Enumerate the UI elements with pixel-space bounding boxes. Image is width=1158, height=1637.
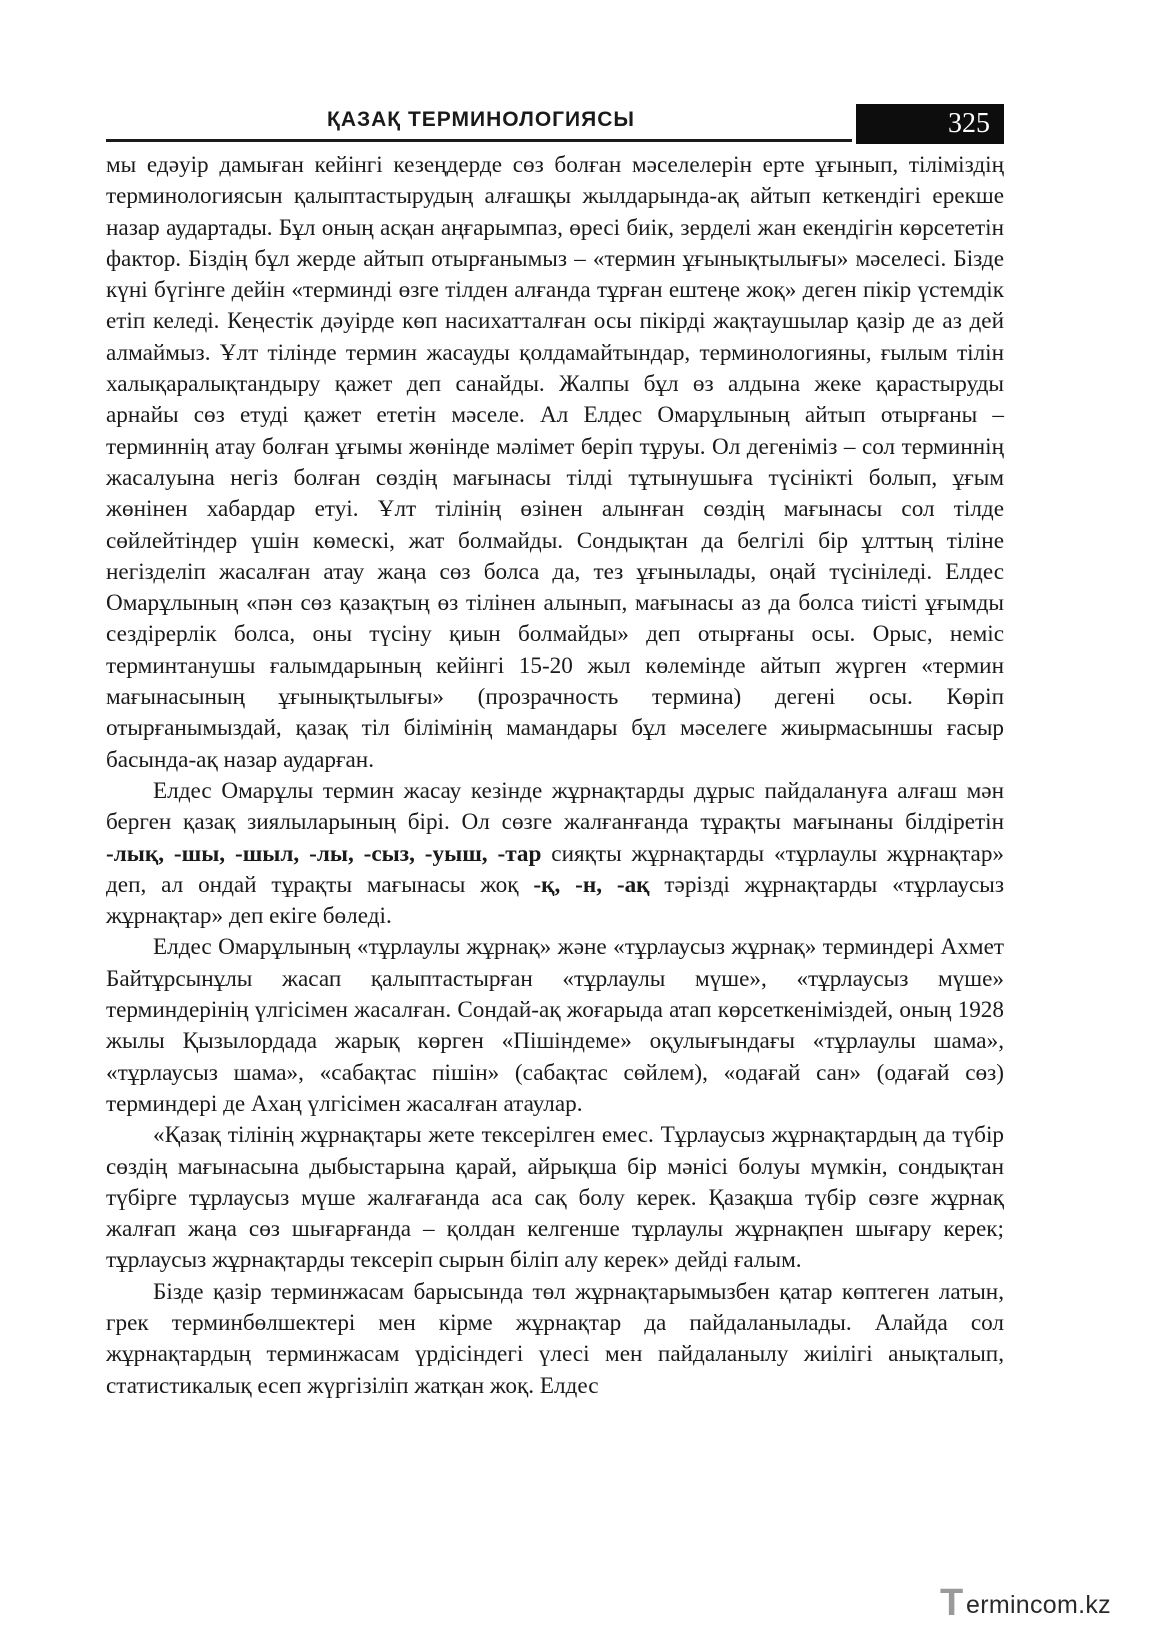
suffix-list-bold-2: -қ, -н, -ақ — [533, 871, 650, 898]
watermark-first-letter: T — [940, 1582, 964, 1624]
paragraph-2 — [106, 776, 1004, 932]
header-rule — [106, 139, 852, 142]
paragraph-5: Бізде қазір терминжасам барысында төл жұрнақтарымызбен қатар көптеген латын, грек терминбөлшектері мен кірме жұрнақтар да пайдаланылады. Алайда сол жұрнақтардың терминжасам үрдісіндегі үлесі мен пайдаланылу жиілігі анықталып, статистикалық есеп жүргізіліп жатқан жоқ. Елдес — [106, 1278, 1004, 1399]
paragraph-2-text-after: тәрізді жұрнақтарды «тұрлаусыз жұрнақтар» деп екігe бөледі. — [106, 871, 1005, 930]
page-header — [106, 104, 1004, 144]
page-number: 325 — [856, 104, 1004, 144]
paragraph-2-text-middle: сияқты жұрнақтарды «тұрлаулы жұрнақтар» деп, ал ондай тұрақты мағынасы жоқ — [106, 840, 1005, 898]
suffix-list-bold: -лық, -шы, -шыл, -лы, -сыз, -уыш, -тар — [106, 840, 542, 867]
running-title: ҚАЗАҚ ТЕРМИНОЛОГИЯСЫ — [327, 108, 635, 131]
watermark-logo — [940, 1582, 1145, 1625]
body-text — [106, 150, 1004, 1402]
paragraph-3: Елдес Омарұлының «тұрлаулы жұрнақ» және «тұрлаусыз жұрнақ» терминдері Ахмет Байтұрсынұлы жасап қалыптастырған «тұрлаулы мүше», «тұрлаусыз мүше» терминдерінің үлгісімен жасалған. Сондай-ақ жоғарыда атап көрсеткеніміздей, оның 1928 жылы Қызылордада жарық көрген «Пішіндеме» оқулығындағы «тұрлаулы шама», «тұрлаусыз шама», «сабақтас пішін» (сабақтас сөйлем), «одағай сан» (одағай сөз) терминдері де Ахаң үлгісімен жасалған атаулар. — [106, 934, 1004, 1117]
paragraph-2-text-before: Елдес Омарұлы термин жасау кезінде жұрнақтарды дұрыс пайдалануға алғаш мән берген қазақ зиялыларының бірі. Ол сөзге жалғанғанда тұрақты мағынаны білдіретін — [106, 777, 1004, 836]
paragraph-1: мы едәуір дамыған кейінгі кезеңдерде сөз болған мәселелерін ерте ұғынып, тіліміздің терминологиясын қалыптастырудың алғашқы жылдарында-ақ айтып кеткендігі ерекше назар аудартады. Бұл оның асқан аңғарымпаз, өресі биік, зерделі жан екендігін көрсететін фактор. Біздің бұл жерде айтып отырғанымыз – «термин ұғынықтылығы» мәселесі. Бізде күні бүгінге дейін «терминді өзге тілден алғанда тұрған ештеңе жоқ» деген пікір үстемдік етіп келеді. Кеңестік дәуірде көп насихатталған осы пікірді жақтаушылар қазір де аз дей алмаймыз. Ұлт тілінде термин жасауды қолдамайтындар, терминологияны, ғылым тілін халықаралықтандыру қажет деп санайды. Жалпы бұл өз алдына жеке қарастыруды арнайы сөз етуді қажет ететін мәселе. Ал Елдес Омарұлының айтып отырғаны – терминнің атау болған ұғымы жөнінде мәлімет беріп тұруы. Ол дегеніміз – сол терминнің жасалуына негіз болған сөздің мағынасы тілді тұтынушыға түсінікті болып, ұғым жөнінен хабардар етуі. Ұлт тілінің өзінен алынған сөздің мағынасы сол тілде сөйлейтіндер үшін көмескі, жат болмайды. Сондықтан да белгілі бір ұлттың тіліне негізделіп жасалған атау жаңа сөз болса да, тез ұғынылады, оңай түсініледі. Елдес Омарұлының «пән сөз қазақтың өз тілінен алынып, мағынасы аз да болса тиісті ұғымды сездірерлік болса, оны түсіну қиын болмайды» деп отырғаны осы. Орыс, неміс терминтанушы ғалымдарының кейінгі 15-20 жыл көлемінде айтып жүрген «термин мағынасының ұғынықтылығы» (прозрачность термина) дегені осы. Көріп отырғанымыздай, қазақ тіл білімінің мамандары бұл мәселеге жиырмасыншы ғасыр басында-ақ назар аударған. — [106, 152, 1004, 773]
watermark-text: ermincom.kz — [966, 1591, 1111, 1619]
paragraph-4: «Қазақ тілінің жұрнақтары жете тексерілген емес. Тұрлаусыз жұрнақтардың да түбір сөздің мағынасына дыбыстарына қарай, айрықша бір мәнісі болуы мүмкін, сондықтан түбірге тұрлаусыз мүше жалғағанда аса сақ болу керек. Қазақша түбір сөзге жұрнақ жалғап жаңа сөз шығарғанда – қолдан келгенше тұрлаулы жұрнақпен шығару керек; тұрлаусыз жұрнақтарды тексеріп сырын біліп алу керек» дейді ғалым. — [106, 1122, 1004, 1274]
